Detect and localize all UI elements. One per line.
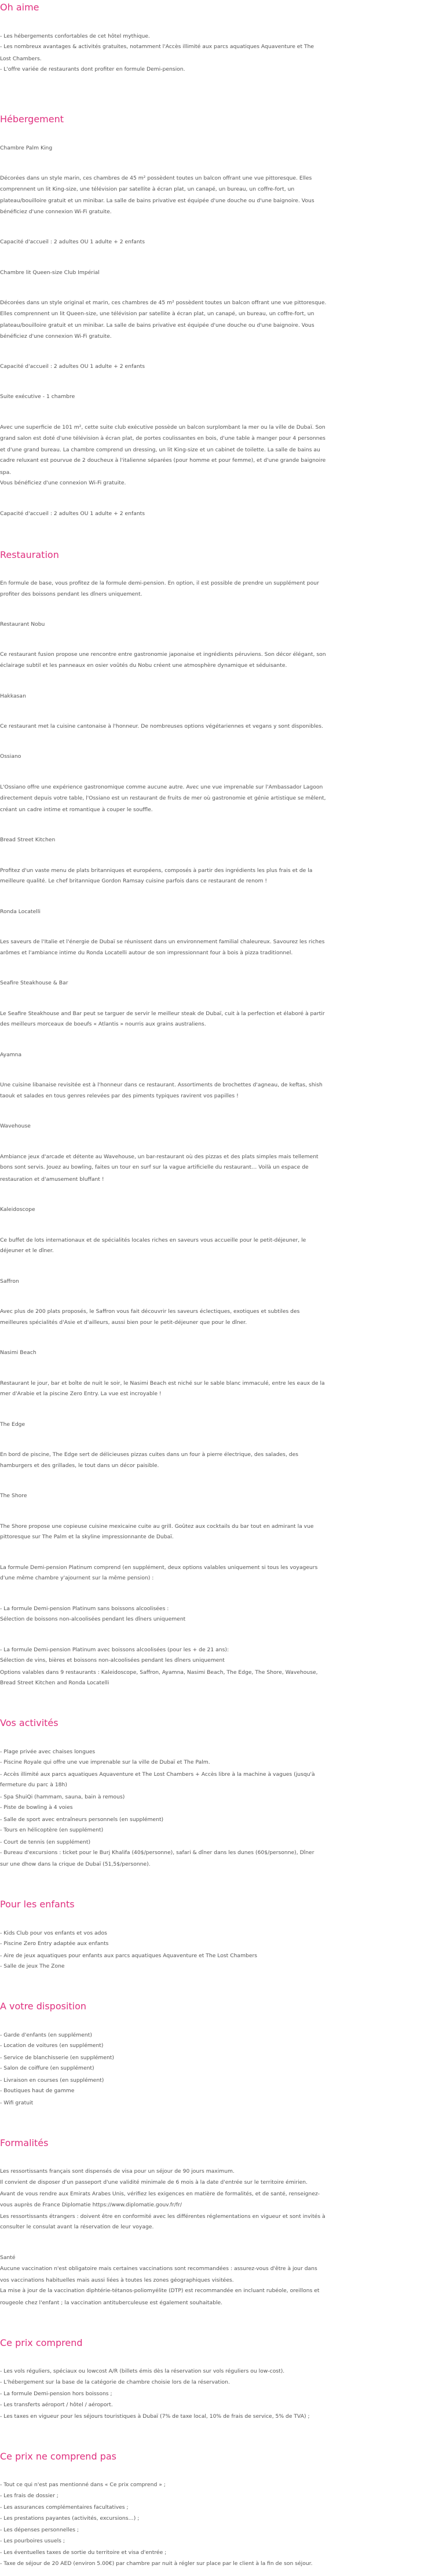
paragraph-line: - La formule Demi-pension Platinum avec boissons alcoolisées (pour les + de 21 ans): xyxy=(0,1647,229,1653)
paragraph-line: Avec une superficie de 101 m², cette suite club exécutive possède un balcon surplombant la mer ou la ville de Dubaï. Son xyxy=(0,424,325,430)
list-item: - Salon de coiffure (en supplément) xyxy=(0,2065,94,2071)
paragraph-line: La mise à jour de la vaccination diphtérie-tétanos-poliomyélite (DTP) est recommandée en incluant rubéole, oreillons et xyxy=(0,2287,320,2294)
list-item: - Piscine Zero Entry adaptée aux enfants xyxy=(0,1940,109,1947)
paragraph-line: comprennent un lit King-size, une télévision par satellite à écran plat, un canapé, un bureau, un coffre-fort, un xyxy=(0,186,295,192)
paragraph-line: meilleures spécialités d'Asie et d'ailleurs, aussi bien pour le petit-déjeuner que pour le dîner. xyxy=(0,1319,247,1326)
list-item: - Les assurances complémentaires facultatives ; xyxy=(0,2504,129,2511)
paragraph-line: Aucune vaccination n'est obligatoire mais certaines vaccinations sont recommandées : assurez-vous d'être à jour dans xyxy=(0,2265,317,2272)
paragraph-line: La formule Demi-pension Platinum comprend (en supplément, deux options valables uniquement si tous les voyageurs xyxy=(0,1564,318,1571)
section-heading-hebergement: Hébergement xyxy=(0,114,64,125)
paragraph-line: plateau/bouilloire gratuit et un minibar. La salle de bains privative est équipée d'une douche ou d'une baignoire. Vous xyxy=(0,198,314,204)
list-item: - Livraison en courses (en supplément) xyxy=(0,2077,104,2084)
paragraph-line: Ambiance jeux d'arcade et détente au Wavehouse, un bar-restaurant où des pizzas et des plats simples mais tellement xyxy=(0,1154,319,1160)
paragraph-line: Ce buffet de lots internationaux et de spécialités locales riches en saveurs vous accueille pour le petit-déjeuner, le xyxy=(0,1237,306,1243)
paragraph-line: Profitez d'un vaste menu de plats britanniques et européens, composés à partir des ingrédients les plus frais et de la xyxy=(0,867,313,874)
section-heading-oh-aime: Oh aime xyxy=(0,2,39,13)
subheading: Ronda Locatelli xyxy=(0,908,41,915)
paragraph-line: profiter des boissons pendant les dîners uniquement. xyxy=(0,591,142,597)
paragraph-line: hamburgers et des grillades, le tout dans un décor paisible. xyxy=(0,1462,159,1469)
subheading: Hakkasan xyxy=(0,693,26,699)
paragraph-line: directement depuis votre table, l'Ossiano est un restaurant de fruits de mer où gastronomie et génie artistique se mêlent, xyxy=(0,795,326,801)
list-item: - Plage privée avec chaises longues xyxy=(0,1749,96,1755)
section-heading-pour-les-enfants: Pour les enfants xyxy=(0,1899,75,1910)
list-item: - La formule Demi-pension hors boissons ; xyxy=(0,2391,112,2397)
subheading: Bread Street Kitchen xyxy=(0,837,56,843)
list-item: - Court de tennis (en supplément) xyxy=(0,1839,91,1845)
paragraph-line: pittoresque sur The Palm et la skyline impressionnante de Dubaï. xyxy=(0,1534,174,1540)
list-item: - Wifi gratuit xyxy=(0,2100,34,2106)
paragraph-line: Avec plus de 200 plats proposés, le Saffron vous fait découvrir les saveurs éclectiques, exotiques et subtiles des xyxy=(0,1308,300,1315)
paragraph-line: rougeole chez l'enfant ; la vaccination antituberculeuse est également souhaitable. xyxy=(0,2300,223,2306)
subheading: Wavehouse xyxy=(0,1123,31,1129)
subheading: Santé xyxy=(0,2254,16,2261)
list-item: - Piscine Royale qui offre une vue imprenable sur la ville de Dubaï et The Palm. xyxy=(0,1759,210,1765)
paragraph-line: The Shore propose une copieuse cuisine mexicaine cuite au grill. Goûtez aux cocktails du bar tout en admirant la vue xyxy=(0,1523,314,1530)
paragraph-line: Les ressortissants étrangers : doivent être en conformité avec les différentes réglementations en vigueur et sont invités à xyxy=(0,2213,325,2220)
paragraph-line: restauration et d'amusement bluffant ! xyxy=(0,1176,104,1183)
list-item: fermeture du parc à 18h) xyxy=(0,1782,67,1788)
paragraph-line: Ce restaurant fusion propose une rencontre entre gastronomie japonaise et ingrédients péruviens. Son décor élégant, son xyxy=(0,651,326,658)
list-item: - Kids Club pour vos enfants et vos ados xyxy=(0,1930,107,1936)
paragraph-line: - L'offre variée de restaurants dont profiter en formule Demi-pension. xyxy=(0,66,185,72)
paragraph-line: Elles comprennent un lit Queen-size, une télévision par satellite à écran plat, un canapé, un bureau, un coffre-fort, un xyxy=(0,311,314,317)
list-item: - Les pourboires usuels ; xyxy=(0,2538,65,2544)
paragraph-line: cadre reluxant est pourvue de 2 doucheux à l'italienne séparées (pour homme et pour femme), et d'une grande baignoire xyxy=(0,457,326,464)
list-item: - Les taxes en vigueur pour les séjours touristiques à Dubaï (7% de taxe local, 10% de frais de service, 5% de TVA) ; xyxy=(0,2413,310,2420)
paragraph-line: arômes et l'ambiance intime du Ronda Locatelli autour de son impressionnant four à bois à pizza traditionnel. xyxy=(0,950,293,956)
list-item: - Garde d'enfants (en supplément) xyxy=(0,2032,92,2038)
paragraph-line: Le Seafire Steakhouse and Bar peut se targuer de servir le meilleur steak de Dubaï, cuit à la perfection et élaboré à partir xyxy=(0,1010,325,1017)
paragraph-line: Capacité d'accueil : 2 adultes OU 1 adulte + 2 enfants xyxy=(0,510,145,517)
paragraph-line: Il convient de disposer d'un passeport d'une validité minimale de 6 mois à la date d'entrée sur le territoire émirien. xyxy=(0,2179,308,2185)
subheading: Kaleidoscope xyxy=(0,1206,35,1213)
subheading: Ossiano xyxy=(0,753,21,760)
paragraph-line: Capacité d'accueil : 2 adultes OU 1 adulte + 2 enfants xyxy=(0,363,145,370)
paragraph-line: des meilleurs morceaux de boeufs « Atlantis » nourris aux grains australiens. xyxy=(0,1021,206,1027)
paragraph-line: Avant de vous rendre aux Emirats Arabes Unis, vérifiez les exigences en matière de formalités, et de santé, renseignez- xyxy=(0,2191,320,2197)
paragraph-line: consulter le consulat avant la réservation de leur voyage. xyxy=(0,2224,154,2230)
paragraph-line: meilleure qualité. Le chef britannique Gordon Ramsay cuisine parfois dans ce restaurant de renom ! xyxy=(0,878,268,884)
paragraph-line: grand salon est doté d'une télévision à écran plat, de portes coulissantes en bois, d'une table à manger pour 4 personnes xyxy=(0,435,325,442)
paragraph-line: Une cuisine libanaise revisitée est à l'honneur dans ce restaurant. Assortiments de brochettes d'agneau, de keftas, shish xyxy=(0,1082,323,1088)
subheading: Saffron xyxy=(0,1278,19,1285)
subheading: Chambre lit Queen-size Club Impérial xyxy=(0,269,100,276)
paragraph-line: Restaurant le jour, bar et boîte de nuit le soir, le Nasimi Beach est niché sur le sable blanc immaculé, entre les eaux de la xyxy=(0,1380,325,1386)
list-item: - L'hébergement sur la base de la catégorie de chambre choisie lors de la réservation. xyxy=(0,2379,230,2385)
subheading: Restaurant Nobu xyxy=(0,621,45,627)
paragraph-line: plateau/bouilloire gratuit et un minibar. La salle de bains privative est équipée d'une douche ou d'une baignoire. Vous xyxy=(0,322,314,329)
list-item: - Bureau d'excursions : ticket pour le Burj Khalifa (40$/personne), safari & dîner dans les dunes (60$/personne), Dîner xyxy=(0,1849,314,1856)
section-heading-formalites: Formalités xyxy=(0,2137,49,2148)
list-item: - Boutiques haut de gamme xyxy=(0,2088,75,2094)
paragraph-line: - Les hébergements confortables de cet hôtel mythique. xyxy=(0,33,150,39)
paragraph-line: - Les nombreux avantages & activités gratuites, notamment l'Accès illimité aux parcs aquatiques Aquaventure et The xyxy=(0,43,314,50)
subheading: Ayamna xyxy=(0,1052,22,1058)
paragraph-line: Lost Chambers. xyxy=(0,56,42,62)
list-item: - Location de voitures (en supplément) xyxy=(0,2042,104,2049)
list-item: sur une dhow dans la crique de Dubaï (51,5$/personne). xyxy=(0,1861,151,1867)
paragraph-line: bénéficiez d'une connexion Wi-Fi gratuite. xyxy=(0,333,112,340)
paragraph-line: Décorées dans un style marin, ces chambres de 45 m² possèdent toutes un balcon offrant une vue pittoresque. Elles xyxy=(0,175,312,181)
subheading: Suite exécutive - 1 chambre xyxy=(0,393,75,400)
paragraph-line: vos vaccinations habituelles mais aussi liées à toutes les zones géographiques visitées. xyxy=(0,2277,234,2283)
list-item: - Les transferts aéroport / hôtel / aéroport. xyxy=(0,2402,113,2408)
list-item: - Les prestations payantes (activités, excursions…) ; xyxy=(0,2515,140,2522)
list-item: - Spa ShuiQi (hammam, sauna, bain à remous) xyxy=(0,1794,125,1800)
paragraph-line: Décorées dans un style original et marin, ces chambres de 45 m² possèdent toutes un balcon offrant une vue pittoresque. xyxy=(0,300,327,306)
paragraph-line: bons sont servis. Jouez au bowling, faites un tour en surf sur la vague artificielle du restaurant… Voilà un espace de xyxy=(0,1164,309,1170)
paragraph-line: Capacité d'accueil : 2 adultes OU 1 adulte + 2 enfants xyxy=(0,239,145,245)
section-heading-ce-prix-ne-comprend-pas: Ce prix ne comprend pas xyxy=(0,2451,116,2462)
paragraph-line: déjeuner et le dîner. xyxy=(0,1247,54,1254)
section-heading-a-votre-disposition: A votre disposition xyxy=(0,2001,87,2012)
paragraph-line: créant un cadre intime et romantique à couper le souffle. xyxy=(0,807,153,813)
paragraph-line: spa. xyxy=(0,469,12,476)
paragraph-line: et d'une grand bureau. La chambre comprend un dressing, un lit King-size et un cabinet de toilette. La salle de bains au xyxy=(0,447,320,453)
list-item: - Aire de jeux aquatiques pour enfants aux parcs aquatiques Aquaventure et The Lost Chambers xyxy=(0,1953,258,1959)
section-heading-vos-activites: Vos activités xyxy=(0,1717,58,1728)
paragraph-line: Vous bénéficiez d'une connexion Wi-Fi gratuite. xyxy=(0,480,126,486)
paragraph-line: vous auprès de France Diplomatie https://www.diplomatie.gouv.fr/fr/ xyxy=(0,2202,182,2208)
paragraph-line: Ce restaurant met la cuisine cantonaise à l'honneur. De nombreuses options végétariennes et vegans y sont disponibles. xyxy=(0,723,323,729)
subheading: Seafire Steakhouse & Bar xyxy=(0,980,68,986)
list-item: - Les vols réguliers, spéciaux ou lowcost A/R (billets émis dès la réservation sur vols réguliers ou low-cost). xyxy=(0,2368,285,2374)
list-item: - Salle de jeux The Zone xyxy=(0,1963,65,1969)
paragraph-line: - La formule Demi-pension Platinum sans boissons alcoolisées : xyxy=(0,1606,169,1612)
paragraph-line: L'Ossiano offre une expérience gastronomique comme aucune autre. Avec une vue imprenable sur l'Ambassador Lagoon xyxy=(0,784,323,790)
paragraph-line: mer d'Arabie et la piscine Zero Entry. La vue est incroyable ! xyxy=(0,1391,162,1397)
paragraph-line: Les saveurs de l'Italie et l'énergie de Dubaï se réunissent dans un environnement familial chaleureux. Savourez les riches xyxy=(0,939,325,945)
paragraph-line: bénéficiez d'une connexion Wi-Fi gratuite. xyxy=(0,209,112,215)
paragraph-line: Sélection de vins, bières et boissons non-alcoolisées pendant les dîners uniquement xyxy=(0,1657,225,1663)
section-heading-restauration: Restauration xyxy=(0,549,59,560)
paragraph-line: Bread Street Kitchen and Ronda Locatelli xyxy=(0,1680,109,1686)
paragraph-line: En bord de piscine, The Edge sert de délicieuses pizzas cuites dans un four à pierre électrique, des salades, des xyxy=(0,1451,299,1458)
paragraph-line: d'une même chambre y'ajournent sur la même pension) : xyxy=(0,1575,154,1581)
list-item: - Les dépenses personnelles ; xyxy=(0,2527,79,2533)
list-item: - Les frais de dossier ; xyxy=(0,2493,58,2499)
list-item: - Accès illimité aux parcs aquatiques Aquaventure et The Lost Chambers + Accès libre à la machine à vagues (jusqu'à xyxy=(0,1771,315,1778)
paragraph-line: taouk et salades en tous genres relevées par des piments typiques ravirent vos papilles ! xyxy=(0,1093,239,1099)
list-item: - Service de blanchisserie (en supplément) xyxy=(0,2055,114,2061)
subheading: Nasimi Beach xyxy=(0,1349,36,1356)
subheading: The Shore xyxy=(0,1493,27,1499)
list-item: - Tours en hélicoptère (en supplément) xyxy=(0,1827,104,1833)
list-item: - Salle de sport avec entraîneurs personnels (en supplément) xyxy=(0,1816,164,1823)
paragraph-line: éclairage subtil et les panneaux en osier voûtés du Nobu créent une atmosphère dynamique et séduisante. xyxy=(0,662,287,669)
paragraph-line: Options valables dans 9 restaurants : Kaleidoscope, Saffron, Ayamna, Nasimi Beach, The Edge, The Shore, Wavehouse, xyxy=(0,1669,318,1676)
subheading: Chambre Palm King xyxy=(0,145,53,151)
paragraph-line: Sélection de boissons non-alcoolisées pendant les dîners uniquement xyxy=(0,1616,186,1622)
list-item: - Piste de bowling à 4 voies xyxy=(0,1804,73,1811)
list-item: - Tout ce qui n'est pas mentionné dans « Ce prix comprend » ; xyxy=(0,2482,166,2488)
section-heading-ce-prix-comprend: Ce prix comprend xyxy=(0,2337,83,2348)
list-item: - Les éventuelles taxes de sortie du territoire et visa d'entrée ; xyxy=(0,2549,167,2556)
paragraph-line: En formule de base, vous profitez de la formule demi-pension. En option, il est possible de prendre un supplément pour xyxy=(0,580,319,586)
paragraph-line: Les ressortissants français sont dispensés de visa pour un séjour de 90 jours maximum. xyxy=(0,2168,235,2174)
list-item: - Taxe de séjour de 20 AED (environ 5.00€) par chambre par nuit à régler sur place par le client à la fin de son séjour. xyxy=(0,2560,313,2567)
subheading: The Edge xyxy=(0,1421,25,1428)
